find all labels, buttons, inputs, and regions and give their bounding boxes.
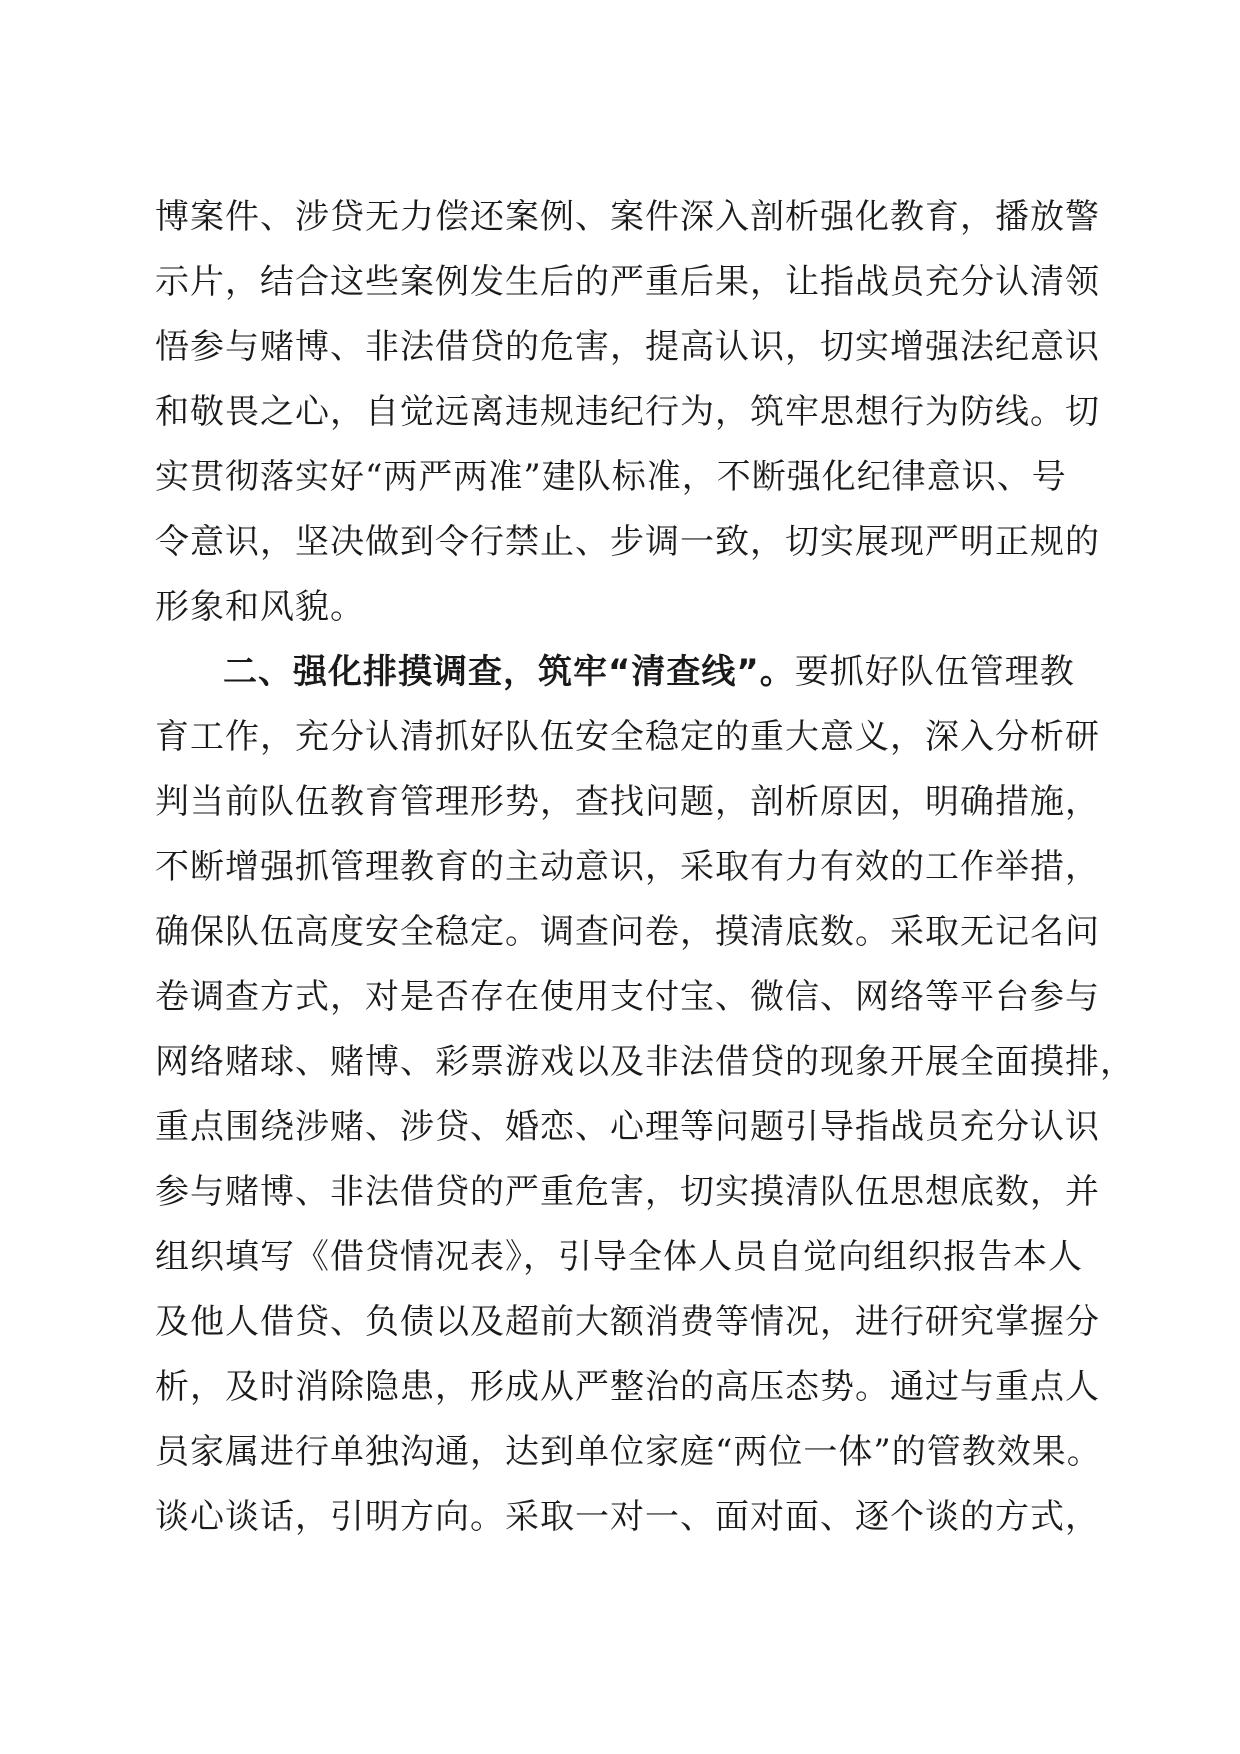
section-2-first-line	[155, 640, 1075, 705]
paragraph-line: 组织填写《借贷情况表》，引导全体人员自觉向组织报告本人	[155, 1237, 1083, 1277]
paragraph-line: 和敬畏之心，自觉远离违规违纪行为，筑牢思想行为防线。切	[155, 392, 1100, 432]
paragraph-line: 重点围绕涉赌、涉贷、婚恋、心理等问题引导指战员充分认识	[155, 1107, 1100, 1147]
paragraph-line: 不断增强抓管理教育的主动意识，采取有力有效的工作举措，	[155, 847, 1100, 887]
paragraph-line: 示片，结合这些案例发生后的严重后果，让指战员充分认清领	[155, 262, 1100, 302]
document-body	[155, 185, 1135, 1550]
paragraph-line: 形象和风貌。	[155, 587, 365, 627]
paragraph-line: 员家属进行单独沟通，达到单位家庭“两位一体”的管教效果。	[155, 1432, 1102, 1472]
paragraph-line: 网络赌球、赌博、彩票游戏以及非法借贷的现象开展全面摸排，	[155, 1042, 1135, 1082]
paragraph-line: 及他人借贷、负债以及超前大额消费等情况，进行研究掌握分	[155, 1302, 1100, 1342]
paragraph-line: 卷调查方式，对是否存在使用支付宝、微信、网络等平台参与	[155, 977, 1100, 1017]
paragraph-line: 确保队伍高度安全稳定。调查问卷，摸清底数。采取无记名问	[155, 912, 1100, 952]
section-2-first-line-text: 要抓好队伍管理教	[794, 652, 1075, 692]
paragraph-line: 博案件、涉贷无力偿还案例、案件深入剖析强化教育，播放警	[155, 197, 1100, 237]
paragraph-line: 判当前队伍教育管理形势，查找问题，剖析原因，明确措施，	[155, 782, 1100, 822]
paragraph-line: 悟参与赌博、非法借贷的危害，提高认识，切实增强法纪意识	[155, 327, 1100, 367]
paragraph-line: 析，及时消除隐患，形成从严整治的高压态势。通过与重点人	[155, 1367, 1100, 1407]
paragraph-line: 参与赌博、非法借贷的严重危害，切实摸清队伍思想底数，并	[155, 1172, 1100, 1212]
paragraph-line: 令意识，坚决做到令行禁止、步调一致，切实展现严明正规的	[155, 522, 1100, 562]
paragraph-line: 谈心谈话，引明方向。采取一对一、面对面、逐个谈的方式，	[155, 1497, 1100, 1537]
paragraph-line: 实贯彻落实好“两严两准”建队标准，不断强化纪律意识、号	[155, 457, 1067, 497]
section-2-heading: 二、强化排摸调查，筑牢“清查线”。	[223, 652, 795, 692]
paragraph-line: 育工作，充分认清抓好队伍安全稳定的重大意义，深入分析研	[155, 717, 1100, 757]
